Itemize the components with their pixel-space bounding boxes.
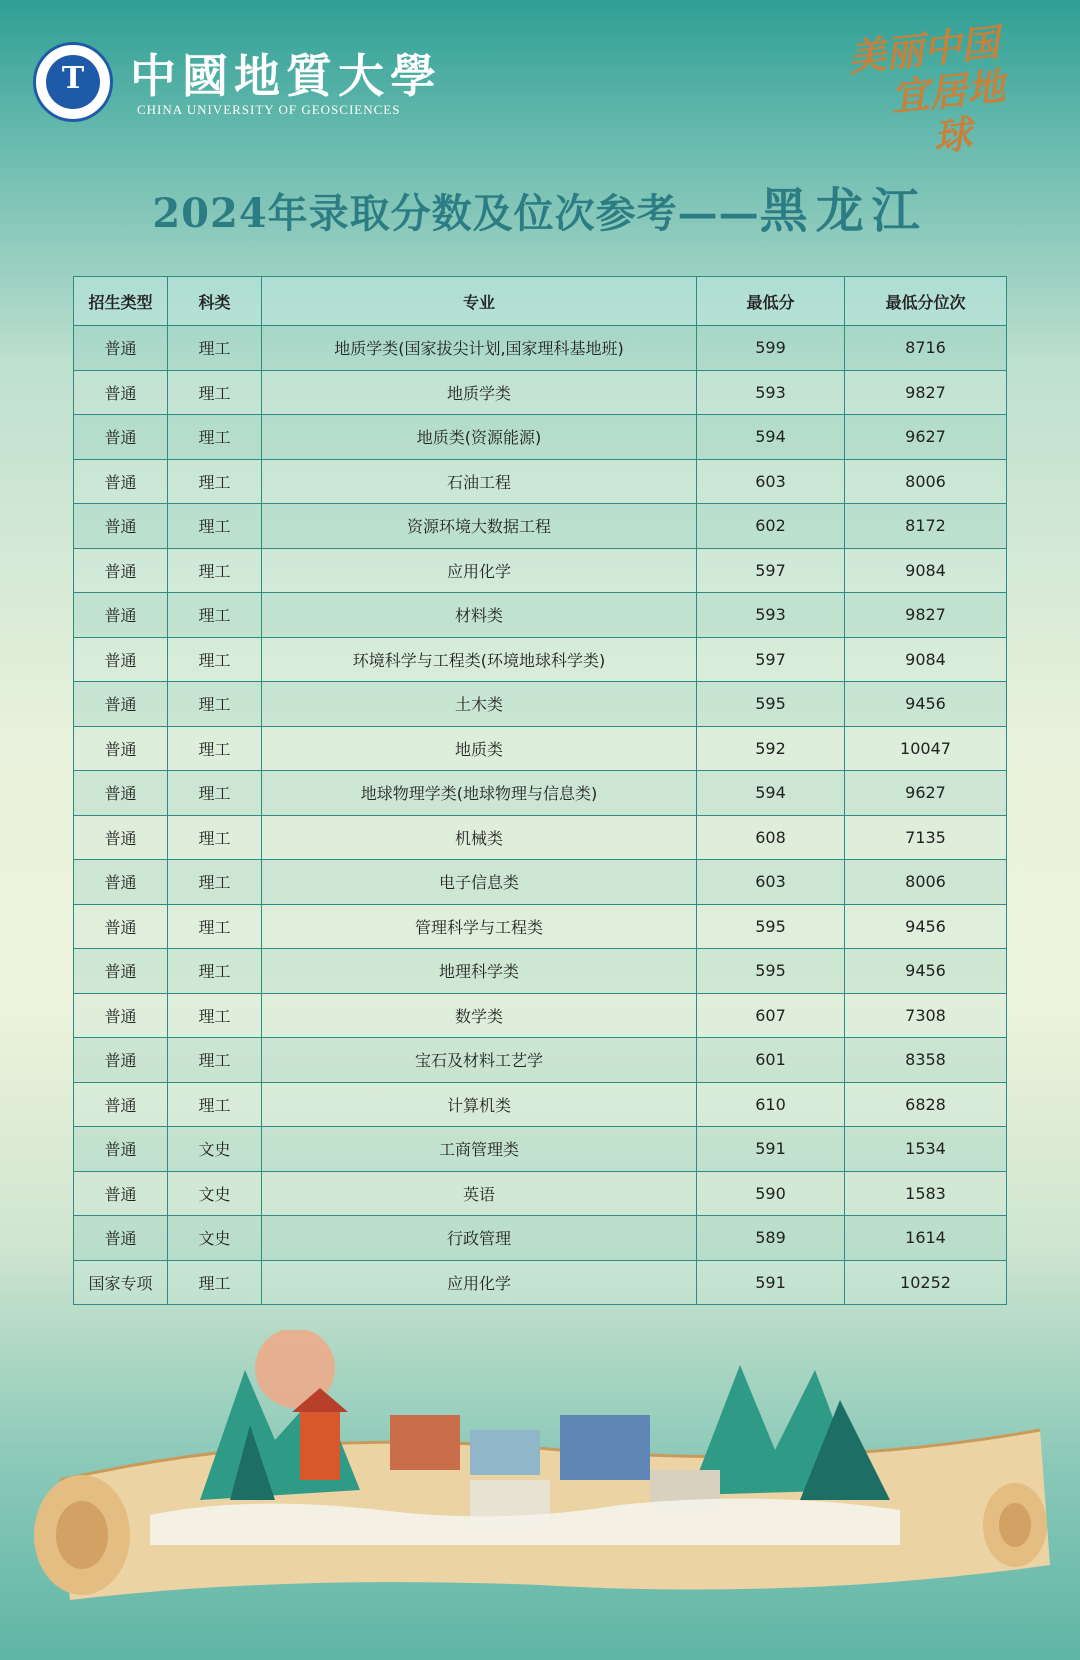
min-score-cell: 597 — [697, 637, 845, 682]
major-cell: 应用化学 — [262, 548, 697, 593]
admission-type-cell: 普通 — [74, 415, 168, 460]
major-cell: 行政管理 — [262, 1216, 697, 1261]
admission-type-cell: 普通 — [74, 1038, 168, 1083]
university-name-en: CHINA UNIVERSITY OF GEOSCIENCES — [137, 102, 401, 117]
min-score-cell: 595 — [697, 904, 845, 949]
min-score-rank-cell: 10252 — [845, 1260, 1007, 1305]
major-cell: 资源环境大数据工程 — [262, 504, 697, 549]
min-score-rank-cell: 9456 — [845, 682, 1007, 727]
major-cell: 环境科学与工程类(环境地球科学类) — [262, 637, 697, 682]
table-row — [74, 1260, 1007, 1305]
header-cell: 最低分 — [697, 277, 845, 326]
admission-type-cell: 普通 — [74, 860, 168, 905]
major-cell: 计算机类 — [262, 1082, 697, 1127]
min-score-cell: 592 — [697, 726, 845, 771]
min-score-cell: 599 — [697, 326, 845, 371]
subject-category-cell: 理工 — [168, 593, 262, 638]
admission-type-cell: 普通 — [74, 370, 168, 415]
min-score-rank-cell: 9456 — [845, 904, 1007, 949]
header-cell: 最低分位次 — [845, 277, 1007, 326]
table-row — [74, 1082, 1007, 1127]
admission-type-cell: 普通 — [74, 326, 168, 371]
min-score-rank-cell: 9084 — [845, 548, 1007, 593]
score-table — [73, 276, 1007, 1305]
min-score-cell: 603 — [697, 459, 845, 504]
major-cell: 材料类 — [262, 593, 697, 638]
header-cell: 科类 — [168, 277, 262, 326]
min-score-cell: 594 — [697, 415, 845, 460]
major-cell: 宝石及材料工艺学 — [262, 1038, 697, 1083]
slogan-line-1: 美丽中国 — [845, 19, 1002, 81]
min-score-rank-cell: 7135 — [845, 815, 1007, 860]
min-score-rank-cell: 9627 — [845, 771, 1007, 816]
min-score-cell: 603 — [697, 860, 845, 905]
table-row — [74, 771, 1007, 816]
table-row — [74, 504, 1007, 549]
min-score-rank-cell: 8006 — [845, 860, 1007, 905]
admission-type-cell: 普通 — [74, 459, 168, 504]
min-score-cell: 594 — [697, 771, 845, 816]
subject-category-cell: 理工 — [168, 726, 262, 771]
table-row — [74, 637, 1007, 682]
major-cell: 电子信息类 — [262, 860, 697, 905]
header — [0, 0, 1080, 160]
subject-category-cell: 理工 — [168, 1260, 262, 1305]
subject-category-cell: 理工 — [168, 415, 262, 460]
major-cell: 数学类 — [262, 993, 697, 1038]
min-score-rank-cell: 8172 — [845, 504, 1007, 549]
min-score-cell: 601 — [697, 1038, 845, 1083]
min-score-rank-cell: 7308 — [845, 993, 1007, 1038]
major-cell: 英语 — [262, 1171, 697, 1216]
major-cell: 石油工程 — [262, 459, 697, 504]
title-main: 2024年录取分数及位次参考—— — [152, 190, 760, 237]
subject-category-cell: 理工 — [168, 548, 262, 593]
major-cell: 工商管理类 — [262, 1127, 697, 1172]
subject-category-cell: 理工 — [168, 771, 262, 816]
min-score-rank-cell: 6828 — [845, 1082, 1007, 1127]
header-cell: 专业 — [262, 277, 697, 326]
min-score-rank-cell: 9456 — [845, 949, 1007, 994]
table-header-row — [74, 277, 1007, 326]
min-score-rank-cell: 9827 — [845, 593, 1007, 638]
page-title — [0, 172, 1080, 241]
title-province: 黑龙江 — [759, 183, 928, 239]
min-score-cell: 593 — [697, 593, 845, 638]
table-row — [74, 726, 1007, 771]
university-name-cn: 中國地質大學 — [130, 49, 442, 103]
min-score-cell: 591 — [697, 1127, 845, 1172]
subject-category-cell: 理工 — [168, 993, 262, 1038]
min-score-cell: 607 — [697, 993, 845, 1038]
table-row — [74, 459, 1007, 504]
table-row — [74, 370, 1007, 415]
admission-type-cell: 普通 — [74, 815, 168, 860]
major-cell: 地质学类 — [262, 370, 697, 415]
subject-category-cell: 理工 — [168, 1038, 262, 1083]
admission-type-cell: 国家专项 — [74, 1260, 168, 1305]
admission-type-cell: 普通 — [74, 593, 168, 638]
min-score-cell: 593 — [697, 370, 845, 415]
admission-type-cell: 普通 — [74, 904, 168, 949]
subject-category-cell: 文史 — [168, 1171, 262, 1216]
admission-type-cell: 普通 — [74, 548, 168, 593]
table-row — [74, 949, 1007, 994]
min-score-rank-cell: 1583 — [845, 1171, 1007, 1216]
subject-category-cell: 理工 — [168, 459, 262, 504]
min-score-rank-cell: 10047 — [845, 726, 1007, 771]
slogan — [832, 19, 1025, 169]
major-cell: 地质类(资源能源) — [262, 415, 697, 460]
admission-type-cell: 普通 — [74, 1082, 168, 1127]
table-body — [74, 326, 1007, 1305]
table-row — [74, 1216, 1007, 1261]
table-row — [74, 1127, 1007, 1172]
landscape-scroll-illustration — [0, 1330, 1080, 1660]
subject-category-cell: 理工 — [168, 1082, 262, 1127]
table-row — [74, 415, 1007, 460]
major-cell: 应用化学 — [262, 1260, 697, 1305]
major-cell: 管理科学与工程类 — [262, 904, 697, 949]
table-row — [74, 326, 1007, 371]
admission-type-cell: 普通 — [74, 1127, 168, 1172]
min-score-rank-cell: 8716 — [845, 326, 1007, 371]
subject-category-cell: 理工 — [168, 904, 262, 949]
subject-category-cell: 文史 — [168, 1127, 262, 1172]
subject-category-cell: 理工 — [168, 860, 262, 905]
min-score-cell: 590 — [697, 1171, 845, 1216]
min-score-cell: 610 — [697, 1082, 845, 1127]
min-score-rank-cell: 8358 — [845, 1038, 1007, 1083]
slogan-line-2: 宜居地球 — [888, 63, 1007, 160]
major-cell: 机械类 — [262, 815, 697, 860]
admission-type-cell: 普通 — [74, 771, 168, 816]
subject-category-cell: 理工 — [168, 949, 262, 994]
subject-category-cell: 理工 — [168, 370, 262, 415]
subject-category-cell: 理工 — [168, 682, 262, 727]
min-score-rank-cell: 8006 — [845, 459, 1007, 504]
subject-category-cell: 理工 — [168, 326, 262, 371]
admission-type-cell: 普通 — [74, 993, 168, 1038]
admission-type-cell: 普通 — [74, 504, 168, 549]
table-row — [74, 815, 1007, 860]
table-row — [74, 860, 1007, 905]
major-cell: 地质学类(国家拔尖计划,国家理科基地班) — [262, 326, 697, 371]
min-score-cell: 597 — [697, 548, 845, 593]
table-row — [74, 1038, 1007, 1083]
subject-category-cell: 理工 — [168, 815, 262, 860]
admission-type-cell: 普通 — [74, 726, 168, 771]
admission-type-cell: 普通 — [74, 949, 168, 994]
major-cell: 地理科学类 — [262, 949, 697, 994]
min-score-cell: 591 — [697, 1260, 845, 1305]
subject-category-cell: 文史 — [168, 1216, 262, 1261]
header-cell: 招生类型 — [74, 277, 168, 326]
admission-type-cell: 普通 — [74, 1171, 168, 1216]
min-score-rank-cell: 1614 — [845, 1216, 1007, 1261]
min-score-rank-cell: 9827 — [845, 370, 1007, 415]
table-row — [74, 548, 1007, 593]
min-score-rank-cell: 1534 — [845, 1127, 1007, 1172]
admission-type-cell: 普通 — [74, 1216, 168, 1261]
min-score-rank-cell: 9627 — [845, 415, 1007, 460]
min-score-cell: 595 — [697, 682, 845, 727]
table-row — [74, 682, 1007, 727]
min-score-cell: 602 — [697, 504, 845, 549]
subject-category-cell: 理工 — [168, 504, 262, 549]
major-cell: 地球物理学类(地球物理与信息类) — [262, 771, 697, 816]
admission-type-cell: 普通 — [74, 637, 168, 682]
min-score-cell: 608 — [697, 815, 845, 860]
table-row — [74, 993, 1007, 1038]
table-row — [74, 904, 1007, 949]
subject-category-cell: 理工 — [168, 637, 262, 682]
min-score-rank-cell: 9084 — [845, 637, 1007, 682]
table-row — [74, 1171, 1007, 1216]
min-score-cell: 589 — [697, 1216, 845, 1261]
university-seal-logo — [33, 42, 113, 122]
major-cell: 地质类 — [262, 726, 697, 771]
admission-type-cell: 普通 — [74, 682, 168, 727]
major-cell: 土木类 — [262, 682, 697, 727]
min-score-cell: 595 — [697, 949, 845, 994]
table-row — [74, 593, 1007, 638]
